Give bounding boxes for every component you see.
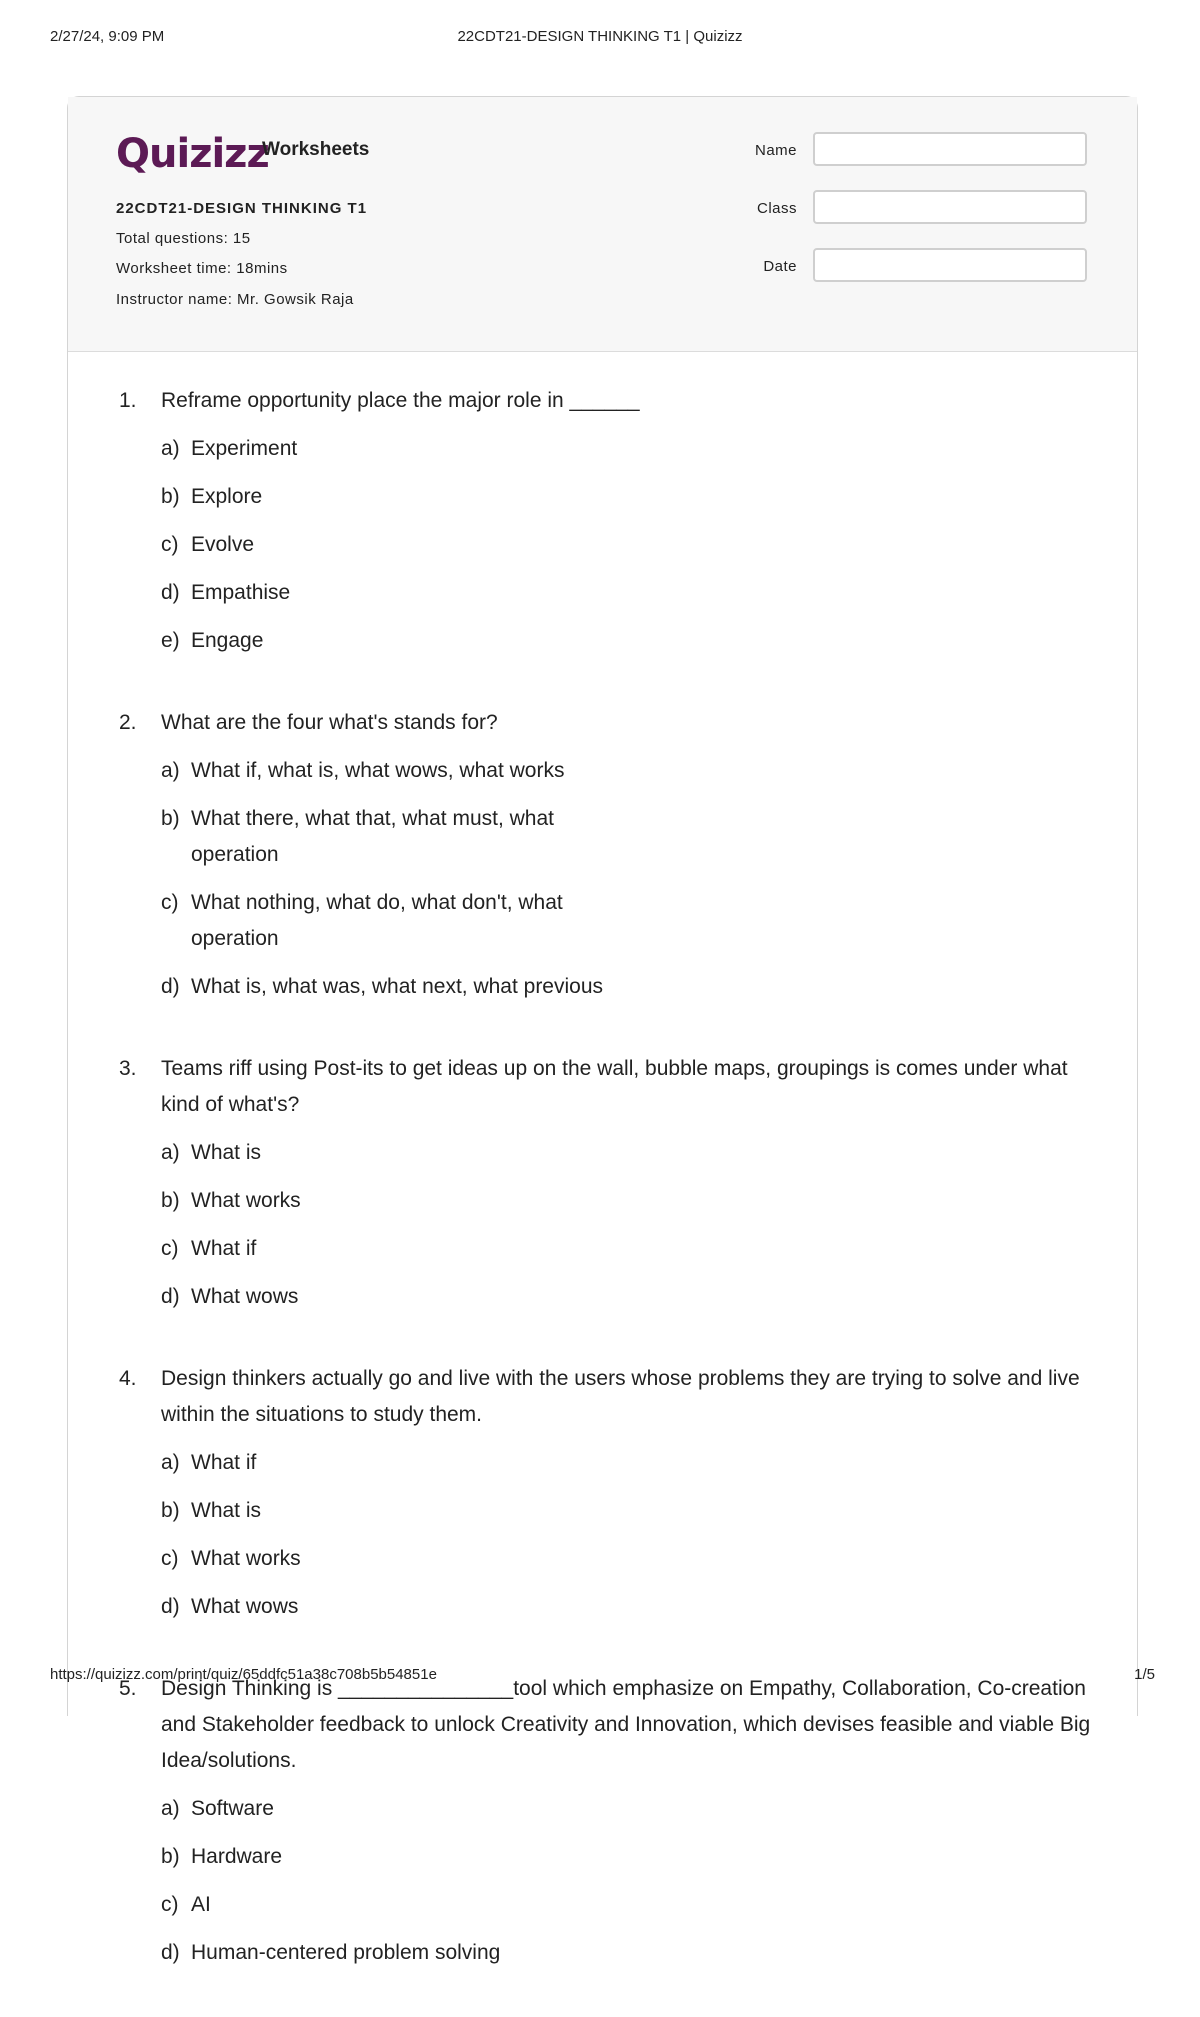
- instructor-name: Instructor name: Mr. Gowsik Raja: [116, 291, 354, 308]
- question-4: [119, 1361, 1094, 1637]
- question-list: [68, 383, 1137, 2017]
- option-text: What if: [191, 1451, 257, 1474]
- option-text: What if: [191, 1237, 257, 1260]
- worksheet-time: Worksheet time: 18mins: [116, 260, 288, 277]
- option: [161, 623, 630, 659]
- option: [161, 1541, 630, 1577]
- option-text: Hardware: [191, 1845, 283, 1868]
- quiz-title: 22CDT21-DESIGN THINKING T1: [116, 200, 368, 217]
- question-3: [119, 1051, 1094, 1327]
- class-field[interactable]: [813, 190, 1087, 224]
- option-letter: d): [161, 1595, 180, 1618]
- option-letter: c): [161, 1547, 179, 1570]
- option-letter: a): [161, 1797, 180, 1820]
- option-text: Human-centered problem solving: [191, 1941, 501, 1964]
- date-field[interactable]: [813, 248, 1087, 282]
- option-text: What works: [191, 1547, 301, 1570]
- option-text: What is: [191, 1141, 262, 1164]
- option-letter: c): [161, 1893, 179, 1916]
- option: [161, 801, 630, 873]
- quizizz-logo: Quizizz: [116, 131, 269, 177]
- question-text: Design Thinking is _______________tool which emphasize on Empathy, Collaboration, Co-creation and Stakeholder feedback to unlock Creativity and Innovation, which devises feasible and viable Big Idea/solutions.: [161, 1677, 1091, 1772]
- option: [161, 479, 630, 515]
- option-text: What if, what is, what wows, what works: [191, 759, 565, 782]
- option-letter: b): [161, 485, 180, 508]
- question-1: [119, 383, 1094, 671]
- question-number: 2.: [119, 711, 137, 734]
- option-letter: d): [161, 975, 180, 998]
- question-number: 5.: [119, 1677, 137, 1700]
- date-label: Date: [763, 258, 797, 275]
- option-letter: e): [161, 629, 180, 652]
- option: [161, 1935, 630, 1971]
- option-letter: b): [161, 1189, 180, 1212]
- option: [161, 1589, 630, 1625]
- question-number: 1.: [119, 389, 137, 412]
- option-text: Experiment: [191, 437, 298, 460]
- option-text: Empathise: [191, 581, 291, 604]
- worksheet: [67, 96, 1138, 1964]
- option-letter: c): [161, 533, 179, 556]
- option: [161, 753, 630, 789]
- options: [161, 753, 1094, 1017]
- option: [161, 431, 630, 467]
- worksheet-header: [68, 97, 1137, 352]
- option-text: AI: [191, 1893, 211, 1916]
- option-text: What is, what was, what next, what previous: [191, 975, 604, 998]
- option-letter: a): [161, 437, 180, 460]
- name-field[interactable]: [813, 132, 1087, 166]
- question-text: Reframe opportunity place the major role in ______: [161, 389, 640, 412]
- brand: [116, 131, 370, 177]
- option-letter: a): [161, 759, 180, 782]
- print-url: https://quizizz.com/print/quiz/65ddfc51a38c708b5b54851e: [50, 1666, 437, 1683]
- option-letter: b): [161, 1845, 180, 1868]
- page-indicator: 1/5: [1134, 1666, 1155, 1683]
- question-number: 3.: [119, 1057, 137, 1080]
- print-header: [0, 28, 1200, 48]
- option: [161, 1135, 630, 1171]
- name-label: Name: [754, 142, 797, 159]
- option: [161, 1839, 630, 1875]
- option: [161, 1445, 630, 1481]
- options: [161, 1445, 1094, 1637]
- option-text: Explore: [191, 485, 263, 508]
- option-letter: a): [161, 1141, 180, 1164]
- option-text: What wows: [191, 1285, 299, 1308]
- option-text: What there, what that, what must, what operation: [191, 807, 554, 866]
- option-text: What nothing, what do, what don't, what operation: [191, 891, 563, 950]
- option-letter: d): [161, 1285, 180, 1308]
- option-letter: b): [161, 1499, 180, 1522]
- option: [161, 885, 630, 957]
- option: [161, 575, 630, 611]
- option-letter: d): [161, 1941, 180, 1964]
- print-page-title: 22CDT21-DESIGN THINKING T1 | Quizizz: [457, 28, 743, 45]
- option: [161, 527, 630, 563]
- question-text: Design thinkers actually go and live with the users whose problems they are trying to solve and live within the situations to study them.: [161, 1367, 1080, 1426]
- option-letter: b): [161, 807, 180, 830]
- option: [161, 1279, 630, 1315]
- option-text: What wows: [191, 1595, 299, 1618]
- total-questions: Total questions: 15: [116, 230, 251, 247]
- option-text: Software: [191, 1797, 274, 1820]
- option-letter: c): [161, 1237, 179, 1260]
- option-text: Engage: [191, 629, 264, 652]
- options: [161, 1135, 1094, 1327]
- option: [161, 1887, 630, 1923]
- question-text: What are the four what's stands for?: [161, 711, 498, 734]
- print-timestamp: 2/27/24, 9:09 PM: [50, 28, 165, 45]
- options: [161, 431, 1094, 671]
- class-label: Class: [756, 200, 797, 217]
- question-text: Teams riff using Post-its to get ideas up on the wall, bubble maps, groupings is comes under what kind of what's?: [161, 1057, 1068, 1116]
- option-letter: c): [161, 891, 179, 914]
- option-text: Evolve: [191, 533, 255, 556]
- options: [161, 1791, 1094, 1983]
- option-letter: d): [161, 581, 180, 604]
- option-text: What is: [191, 1499, 262, 1522]
- option-text: What works: [191, 1189, 301, 1212]
- question-2: [119, 705, 1094, 1017]
- option: [161, 1493, 630, 1529]
- option: [161, 969, 630, 1005]
- option: [161, 1183, 630, 1219]
- option: [161, 1791, 630, 1827]
- question-5: [119, 1671, 1094, 1983]
- question-number: 4.: [119, 1367, 137, 1390]
- option: [161, 1231, 630, 1267]
- option-letter: a): [161, 1451, 180, 1474]
- product-label: Worksheets: [262, 139, 370, 160]
